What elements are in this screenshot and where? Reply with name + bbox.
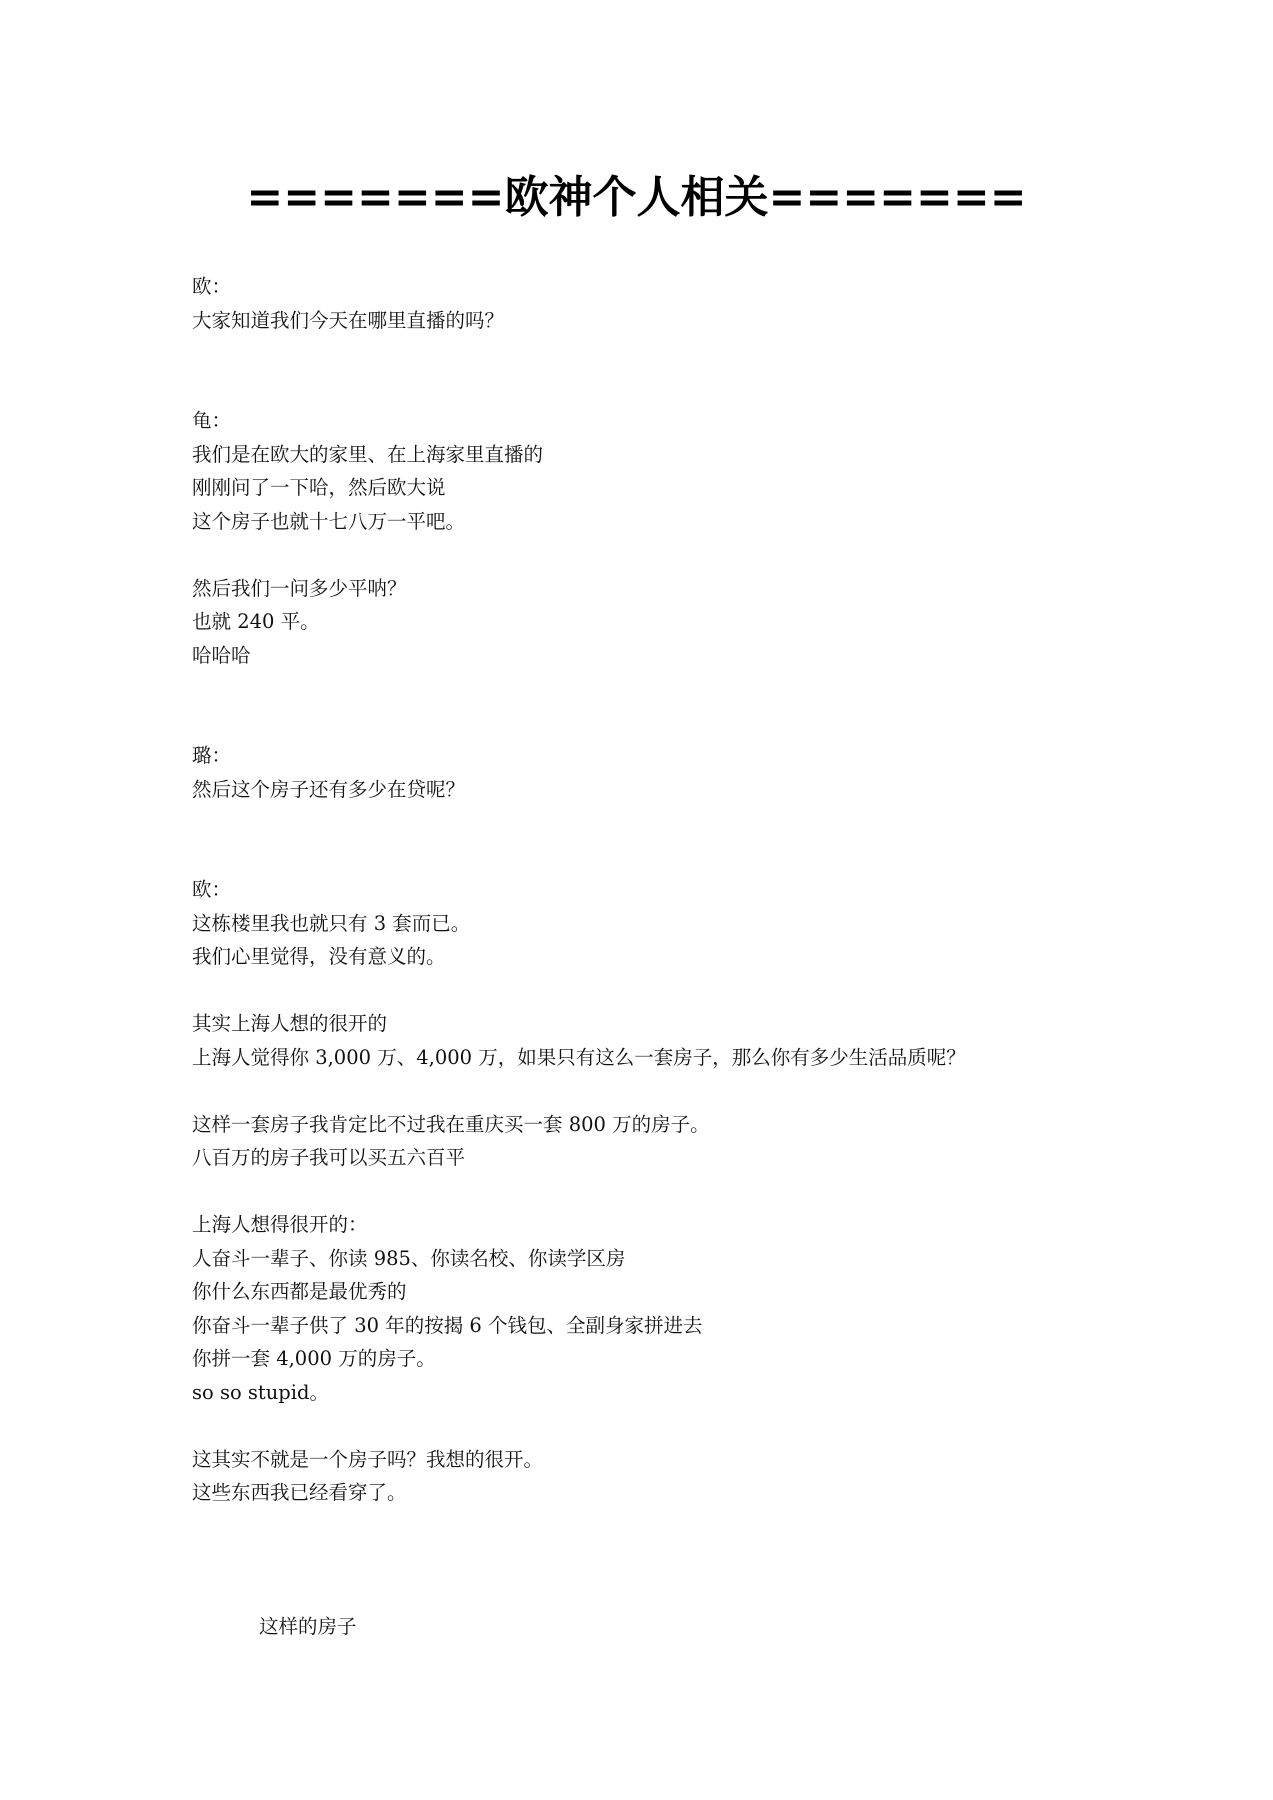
blank-line (192, 1510, 1092, 1544)
blank-line (192, 1074, 1092, 1108)
blank-line (192, 337, 1092, 371)
transcript-line: 我们心里觉得，没有意义的。 (192, 945, 446, 968)
transcript-line: 刚刚问了一下哈，然后欧大说 (192, 476, 446, 499)
speaker-label: 璐： (192, 744, 232, 767)
speaker-label: 龟： (192, 409, 232, 432)
blank-line (192, 672, 1092, 706)
transcript-line: 上海人想得很开的： (192, 1213, 368, 1236)
blank-line (192, 706, 1092, 740)
document-title: =======欧神个人相关======= (246, 172, 1027, 223)
speaker-label: 欧： (192, 275, 232, 298)
blank-line (192, 806, 1092, 840)
speaker-label: 欧： (192, 878, 232, 901)
transcript-line: 哈哈哈 (192, 643, 251, 667)
transcript-line: 这个房子也就十七八万一平吧。 (192, 509, 466, 533)
transcript-line: so so stupid。 (192, 1380, 329, 1404)
transcript-line: 大家知道我们今天在哪里直播的吗？ (192, 308, 505, 332)
transcript-line: 也就 240 平。 (192, 610, 320, 633)
transcript-line: 其实上海人想的很开的 (192, 1012, 388, 1035)
transcript-line: 你奋斗一辈子供了 30 年的按揭 6 个钱包、全副身家拼进去 (192, 1313, 703, 1337)
transcript-line: 这栋楼里我也就只有 3 套而已。 (192, 911, 471, 935)
blank-line (192, 974, 1092, 1008)
image-caption: 这样的房子 (259, 1615, 357, 1638)
transcript-line: 你什么东西都是最优秀的 (192, 1280, 407, 1303)
blank-line (192, 371, 1092, 405)
blank-line (192, 538, 1092, 572)
transcript-line: 然后我们一问多少平呐？ (192, 576, 407, 600)
transcript-body (192, 270, 1092, 1644)
blank-line (192, 1175, 1092, 1209)
transcript-line: 你拼一套 4,000 万的房子。 (192, 1347, 436, 1370)
blank-line (192, 1577, 1092, 1611)
blank-line (192, 840, 1092, 874)
transcript-line: 这样一套房子我肯定比不过我在重庆买一套 800 万的房子。 (192, 1112, 710, 1136)
transcript-line: 这些东西我已经看穿了。 (192, 1481, 407, 1504)
transcript-line: 这其实不就是一个房子吗？我想的很开。 (192, 1447, 544, 1471)
transcript-line: 然后这个房子还有多少在贷呢？ (192, 777, 466, 801)
blank-line (192, 1409, 1092, 1443)
transcript-line: 人奋斗一辈子、你读 985、你读名校、你读学区房 (192, 1246, 626, 1270)
transcript-line: 八百万的房子我可以买五六百平 (192, 1146, 466, 1169)
transcript-line: 我们是在欧大的家里、在上海家里直播的 (192, 442, 544, 466)
blank-line (192, 1543, 1092, 1577)
transcript-line: 上海人觉得你 3,000 万、4,000 万，如果只有这么一套房子，那么你有多少生活品质呢？ (192, 1045, 966, 1069)
